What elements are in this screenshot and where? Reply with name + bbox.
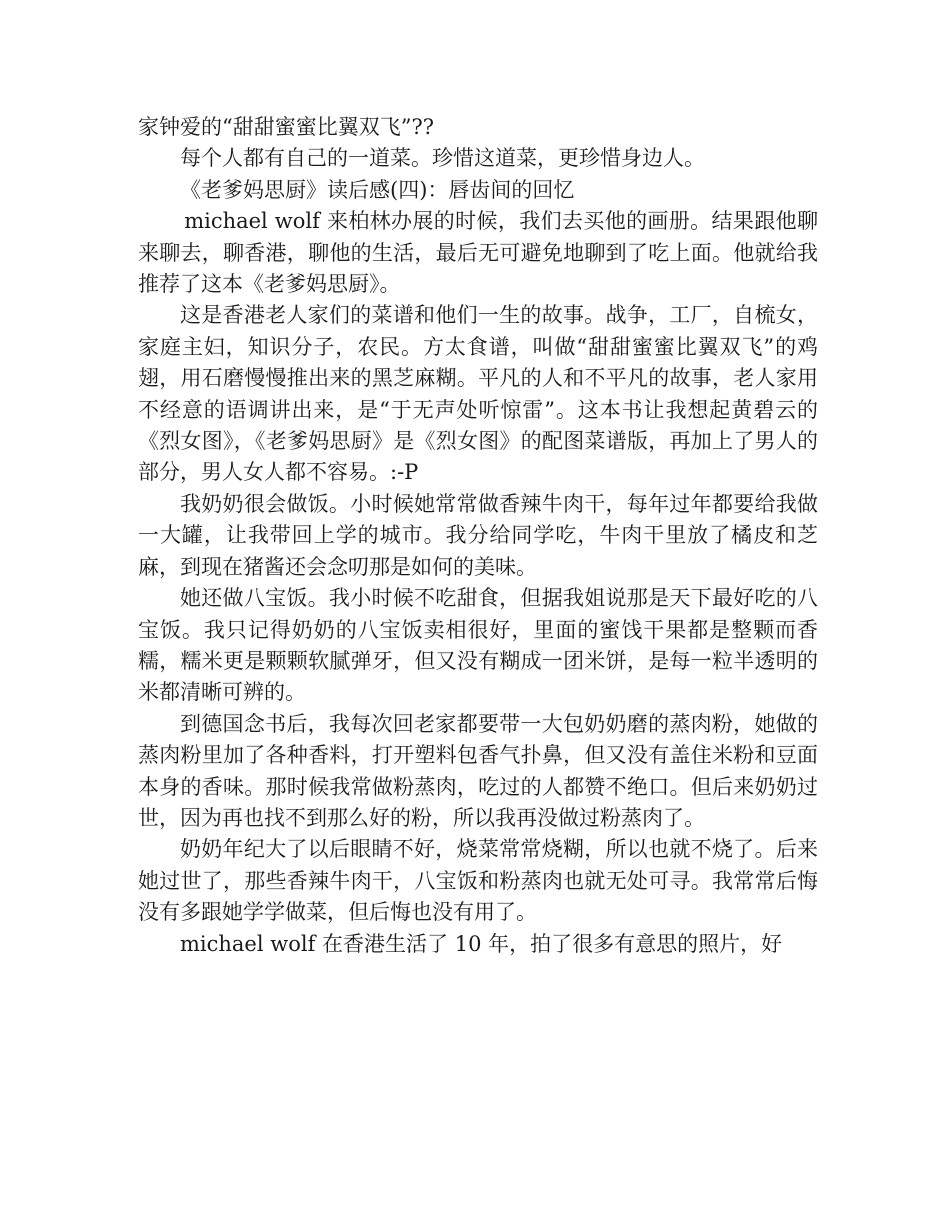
paragraph-8: 奶奶年纪大了以后眼睛不好，烧菜常常烧糊，所以也就不烧了。后来她过世了，那些香辣牛肉干，八宝饭和粉蒸肉也就无处可寻。我常常后悔没有多跟她学学做菜，但后悔也没有用了。 [138, 837, 818, 925]
paragraph-7: 到德国念书后，我每次回老家都要带一大包奶奶磨的蒸肉粉，她做的蒸肉粉里加了各种香料，打开塑料包香气扑鼻，但又没有盖住米粉和豆面本身的香味。那时候我常做粉蒸肉，吃过的人都赞不绝口。但后来奶奶过世，因为再也找不到那么好的粉，所以我再没做过粉蒸肉了。 [138, 711, 818, 830]
section-heading: 《老爹妈思厨》读后感(四)：唇齿间的回忆 [180, 177, 575, 202]
paragraph-4: 这是香港老人家们的菜谱和他们一生的故事。战争，工厂，自梳女，家庭主妇，知识分子，农民。方太食谱，叫做“甜甜蜜蜜比翼双飞”的鸡翅，用石磨慢慢推出来的黑芝麻糊。平凡的人和不平凡的故事，老人家用不经意的语调讲出来，是“于无声处听惊雷”。这本书让我想起黄碧云的《烈女图》，《老爹妈思厨》是《烈女图》的配图菜谱版，再加上了男人的部分，男人女人都不容易。:-P [138, 303, 818, 485]
paragraph-3: michael wolf 来柏林办展的时候，我们去买他的画册。结果跟他聊来聊去，聊香港，聊他的生活，最后无可避免地聊到了吃上面。他就给我推荐了这本《老爹妈思厨》。 [138, 209, 818, 297]
paragraph-1: 家钟爱的“甜甜蜜蜜比翼双飞”?? [138, 115, 434, 139]
paragraph-6: 她还做八宝饭。我小时候不吃甜食，但据我姐说那是天下最好吃的八宝饭。我只记得奶奶的八宝饭卖相很好，里面的蜜饯干果都是整颗而香糯，糯米更是颗颗软腻弹牙，但又没有糊成一团米饼，是每一粒半透明的米都清晰可辨的。 [138, 586, 818, 705]
paragraph-5: 我奶奶很会做饭。小时候她常常做香辣牛肉干，每年过年都要给我做一大罐，让我带回上学的城市。我分给同学吃，牛肉干里放了橘皮和芝麻，到现在猪酱还会念叨那是如何的美味。 [138, 491, 818, 579]
document-page [138, 112, 818, 960]
paragraph-9: michael wolf 在香港生活了 10 年，拍了很多有意思的照片，好 [180, 931, 783, 956]
paragraph-2: 每个人都有自己的一道菜。珍惜这道菜，更珍惜身边人。 [180, 146, 705, 171]
